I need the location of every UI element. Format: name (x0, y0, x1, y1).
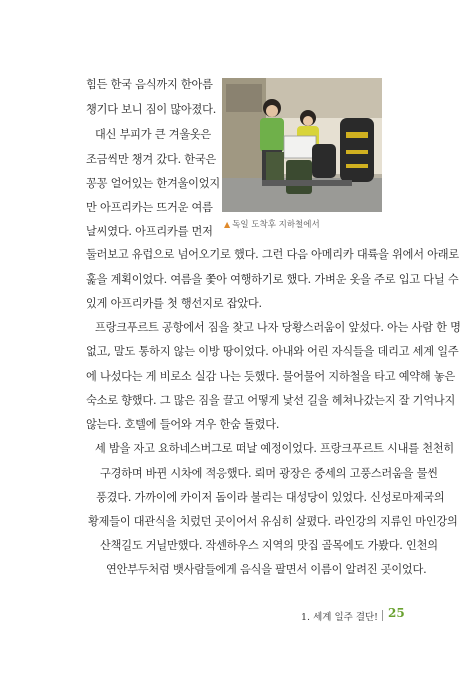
text-line: 세 밤을 자고 요하네스버그로 떠날 예정이었다. 프랑크푸르트 시내를 천천히 (95, 442, 455, 455)
page-number: 25 (388, 606, 405, 620)
subway-photo-image (222, 78, 382, 212)
text-line: 날씨였다. 아프리카를 먼저 (86, 225, 213, 238)
text-line: 만 아프리카는 뜨거운 여름 (86, 201, 213, 214)
text-line: 않는다. 호텔에 들어와 겨우 한숨 돌렸다. (86, 418, 280, 431)
text-line: 꽁꽁 얼어있는 한겨울이었지 (86, 177, 220, 190)
text-line: 없고, 말도 통하지 않는 이방 땅이었다. 아내와 어린 자식들을 데리고 세계 일주 (86, 345, 459, 358)
chapter-title: 1. 세계 일주 결단! (300, 612, 378, 623)
caption-triangle-icon: ▲ (224, 220, 231, 229)
text-line: 산책길도 거닐만했다. 작센하우스 지역의 맛집 골목에도 가봤다. 인천의 (100, 539, 438, 552)
text-line: 조금씩만 챙겨 갔다. 한국은 (86, 153, 217, 166)
text-line: 연안부두처럼 뱃사람들에게 음식을 팔면서 이름이 알려진 곳이었다. (106, 563, 427, 576)
text-line: 숙소로 향했다. 그 많은 짐을 끌고 어떻게 낯선 길을 헤쳐나갔는지 잘 기억나지 (86, 394, 456, 407)
text-line: 둘러보고 유럽으로 넘어오기로 했다. 그런 다음 아메리카 대륙을 위에서 아래로 (86, 248, 459, 261)
text-line: 힘든 한국 음식까지 한아름 (86, 78, 213, 91)
text-line: 챙기다 보니 짐이 많아졌다. (86, 103, 217, 116)
text-line: 있게 아프리카를 첫 행선지로 잡았다. (86, 297, 262, 310)
text-line: 대신 부피가 큰 겨울옷은 (95, 128, 212, 141)
text-line: 프랑크푸르트 공항에서 짐을 찾고 나자 당황스러움이 앞섰다. 아는 사람 한 명 (95, 321, 461, 334)
text-line: 풍겼다. 가까이에 카이저 돔이라 불리는 대성당이 있었다. 신성로마제국의 (96, 491, 445, 504)
text-line: 구경하며 바뀐 시차에 적응했다. 뢰머 광장은 중세의 고풍스러움을 물씬 (100, 467, 438, 480)
photo-caption (224, 218, 320, 230)
text-line: 훑을 계획이었다. 여름을 쫓아 여행하기로 했다. 가벼운 옷을 주로 입고 다닐 수 (86, 273, 459, 286)
text-line: 황제들이 대관식을 치렀던 곳이어서 유심히 살폈다. 라인강의 지류인 마인강의 (88, 515, 458, 528)
footer-divider (382, 610, 383, 621)
text-line: 에 나섰다는 게 비로소 실감 나는 듯했다. 물어물어 지하철을 타고 예약해 놓은 (86, 370, 456, 383)
subway-photo (222, 78, 382, 212)
photo-caption-text: 독일 도착후 지하철에서 (232, 220, 320, 230)
